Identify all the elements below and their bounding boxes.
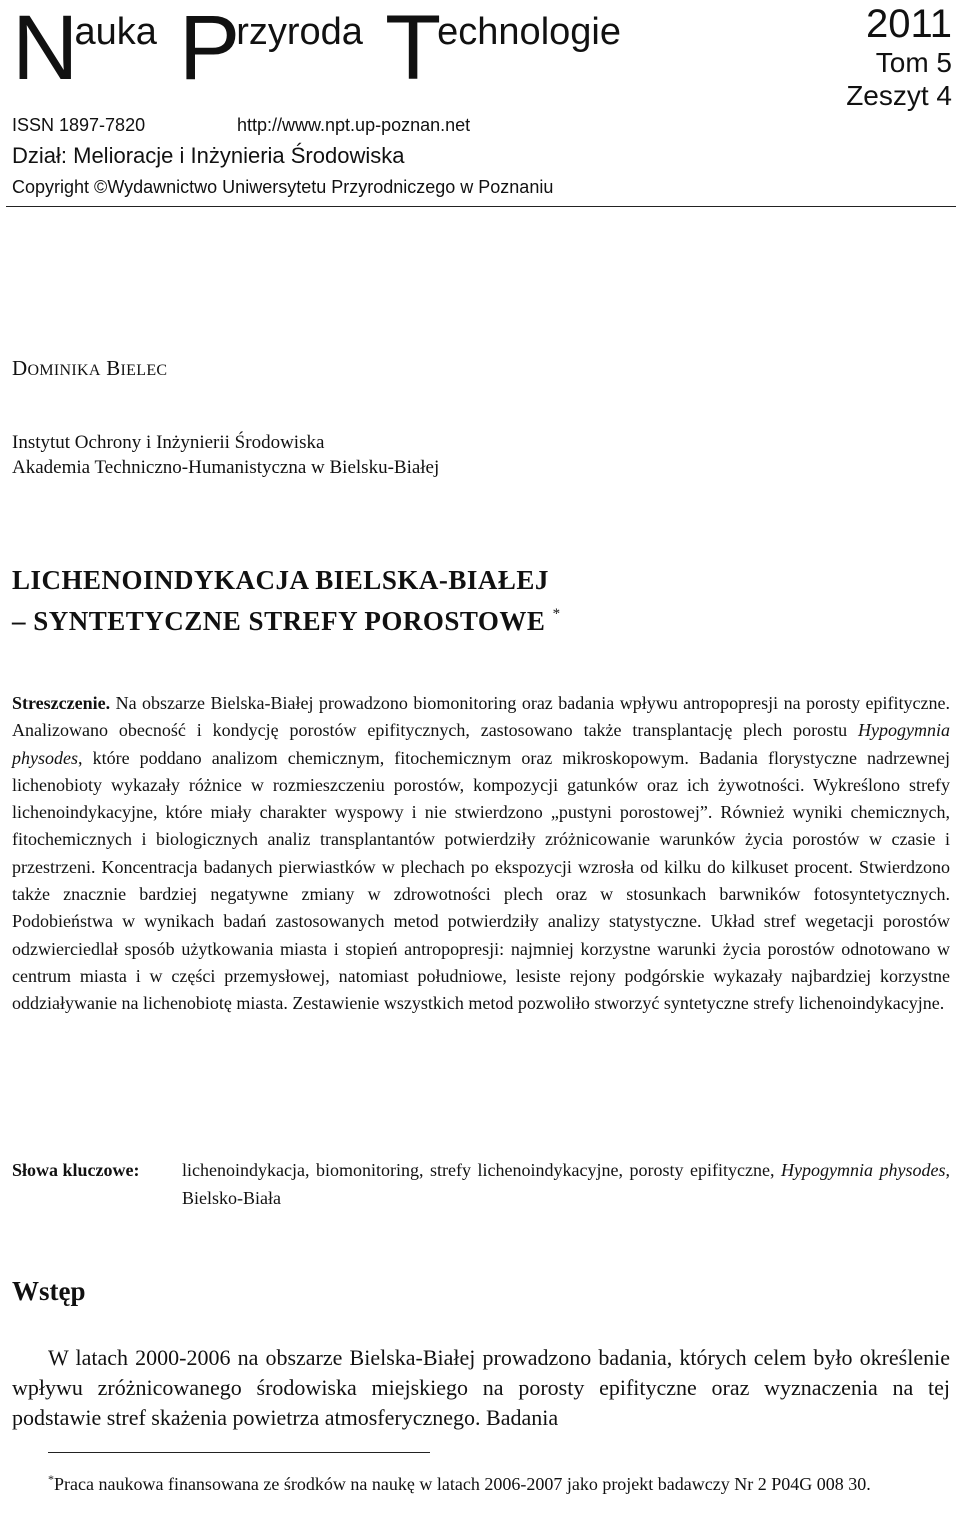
journal-title: [12, 0, 643, 99]
copyright-icon: ©: [94, 177, 108, 197]
article-title: [12, 563, 561, 638]
keywords: [12, 1156, 950, 1212]
footnote-marker: *: [48, 1472, 54, 1486]
keywords-label: Słowa kluczowe:: [12, 1160, 140, 1180]
article-title-line: – SYNTETYCZNE STREFY POROSTOWE *: [12, 606, 561, 636]
affiliation-line: Akademia Techniczno-Humanistyczna w Bielsku-Białej: [12, 457, 440, 478]
footnote-divider: [48, 1452, 430, 1453]
copyright-label: Copyright: [12, 177, 95, 197]
author-affiliation: [12, 430, 439, 480]
header-divider: [6, 206, 956, 207]
author-name: DOMINIKA BIELEC: [12, 356, 168, 380]
abstract: Streszczenie. Na obszarze Bielska-Białej prowadzono biomonitoring oraz badania wpływu antropopresji na porosty epifityczne. Analizowano obecność i kondycję porostów epifitycznych, zastosowano także transplantację plech porostu Hypogymnia physodes, które poddano analizom chemicznym, fitochemicznym oraz mikroskopowym. Badania florystyczne nadrzewnej lichenobioty wykazały różnice w rozmieszczeniu porostów, kompozycji gatunków oraz ich żywotności. Wykreślono strefy lichenoindykacyjne, które miały charakter wyspowy i nie stwierdzono „pustyni porostowej”. Również wyniki chemicznych, fitochemicznych i biologicznych analiz transplantantów potwierdziły zróżnicowanie warunków życia porostów w czasie i przestrzeni. Koncentracja badanych pierwiastków w plechach po ekspozycji wzrosła od kilku do kilkuset procent. Stwierdzono także znacznie bardziej negatywne zmiany w zdrowotności plech oraz w stosunkach barwników fotosyntetycznych. Podobieństwa w wynikach badań zastosowanych metod potwierdziły analizy statystyczne. Układ stref wegetacji porostów odzwierciedlał sposób użytkowania miasta i stopień antropopresji: najmniej korzystne warunki życia porostów odnotowano w centrum miasta i w części przemysłowej, natomiast południowe, lesiste rejony podgórskie wykazały najbardziej korzystne oddziaływanie na lichenobiotę miasta. Zestawienie wszystkich metod pozwoliło stworzyć syntetyczne strefy lichenoindykacyjne.: [12, 693, 950, 1014]
journal-url[interactable]: http://www.npt.up-poznan.net: [237, 115, 471, 135]
abstract-label: Streszczenie.: [12, 693, 111, 713]
species-name: Hypogymnia physodes: [781, 1160, 946, 1180]
footnote: *Praca naukowa finansowana ze środków na naukę w latach 2006-2007 jako projekt badawczy Nr 2 P04G 008 30.: [48, 1472, 871, 1494]
article-title-line: LICHENOINDYKACJA BIELSKA-BIAŁEJ: [12, 565, 549, 595]
department: Dział: Melioracje i Inżynieria Środowiska: [12, 143, 405, 168]
species-name: Hypogymnia physodes: [12, 720, 950, 768]
copyright-line: [12, 177, 553, 198]
section-heading: Wstęp: [12, 1276, 86, 1306]
keywords-list: lichenoindykacja, biomonitoring, strefy lichenoindykacyjne, porosty epifityczne, Hypogymnia physodes, Bielsko-Biała: [182, 1160, 950, 1208]
issue-info: [846, 2, 952, 112]
issn: ISSN 1897-7820: [12, 115, 146, 135]
journal-title-word: Przyroda: [178, 0, 363, 99]
journal-title-word: Nauka: [12, 0, 157, 99]
intro-paragraph: W latach 2000-2006 na obszarze Bielska-Białej prowadzono badania, których celem było określenie wpływu zróżnicowanego środowiska miejskiego na porosty epifityczne oraz wyznaczenia na tej podstawie stref skażenia powietrza atmosferycznego. Badania: [12, 1345, 950, 1430]
issue-number: Zeszyt 4: [846, 80, 952, 111]
issue-year: 2011: [865, 2, 952, 46]
issue-volume: Tom 5: [875, 47, 952, 78]
affiliation-line: Instytut Ochrony i Inżynierii Środowiska: [12, 432, 325, 453]
publisher: Wydawnictwo Uniwersytetu Przyrodniczego w Poznaniu: [107, 177, 554, 197]
title-footnote-marker: *: [552, 606, 561, 622]
issn-row: [12, 115, 471, 136]
journal-title-word: Technologie: [384, 0, 621, 99]
